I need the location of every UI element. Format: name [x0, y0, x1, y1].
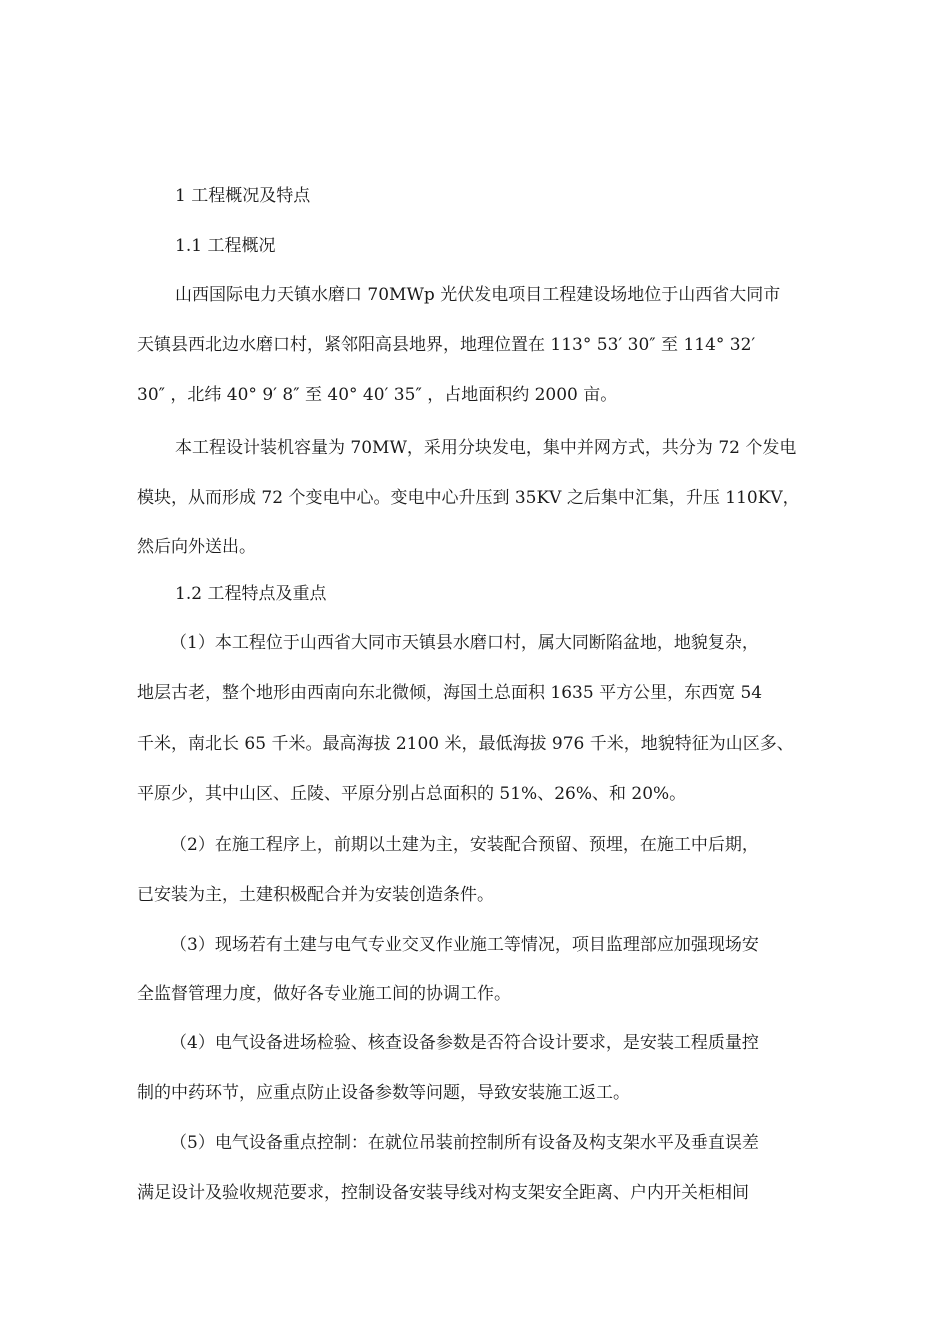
paragraph-line: 山西国际电力天镇水磨口 70MWp 光伏发电项目工程建设场地位于山西省大同市	[175, 285, 781, 305]
list-item-line: （5）电气设备重点控制：在就位吊装前控制所有设备及构支架水平及垂直误差	[170, 1133, 759, 1153]
list-item-line: 平原少，其中山区、丘陵、平原分别占总面积的 51%、26%、和 20%。	[137, 784, 687, 804]
section-heading-1-1: 1.1 工程概况	[175, 236, 276, 256]
list-item-line: 制的中药环节，应重点防止设备参数等问题，导致安装施工返工。	[137, 1083, 630, 1103]
list-item-line: 全监督管理力度，做好各专业施工间的协调工作。	[137, 984, 511, 1004]
section-heading-1-2: 1.2 工程特点及重点	[175, 584, 327, 604]
list-item-line: 地层古老，整个地形由西南向东北微倾，海国土总面积 1635 平方公里，东西宽 54	[137, 683, 763, 703]
list-item-line: 已安装为主，土建积极配合并为安装创造条件。	[137, 885, 494, 905]
section-heading-1: 1 工程概况及特点	[175, 186, 311, 206]
list-item-line: （2）在施工程序上，前期以土建为主，安装配合预留、预埋，在施工中后期，	[170, 835, 759, 855]
paragraph-line: 然后向外送出。	[137, 537, 256, 557]
list-item-line: 满足设计及验收规范要求，控制设备安装导线对构支架安全距离、户内开关柜相间	[137, 1183, 749, 1203]
list-item-line: （3）现场若有土建与电气专业交叉作业施工等情况，项目监理部应加强现场安	[170, 935, 759, 955]
paragraph-line: 模块，从而形成 72 个变电中心。变电中心升压到 35KV 之后集中汇集，升压 110KV，	[137, 488, 800, 508]
list-item-line: （1）本工程位于山西省大同市天镇县水磨口村，属大同断陷盆地，地貌复杂，	[170, 633, 759, 653]
list-item-line: （4）电气设备进场检验、核查设备参数是否符合设计要求，是安装工程质量控	[170, 1033, 759, 1053]
paragraph-line: 天镇县西北边水磨口村，紧邻阳高县地界，地理位置在 113° 53′ 30″ 至 114° 32′	[137, 335, 756, 355]
list-item-line: 千米，南北长 65 千米。最高海拔 2100 米，最低海拔 976 千米，地貌特征为山区多、	[137, 734, 794, 754]
paragraph-line: 本工程设计装机容量为 70MW，采用分块发电，集中并网方式，共分为 72 个发电	[175, 438, 797, 458]
paragraph-line: 30″ ，北纬 40° 9′ 8″ 至 40° 40′ 35″ ，占地面积约 2000 亩。	[137, 385, 618, 405]
